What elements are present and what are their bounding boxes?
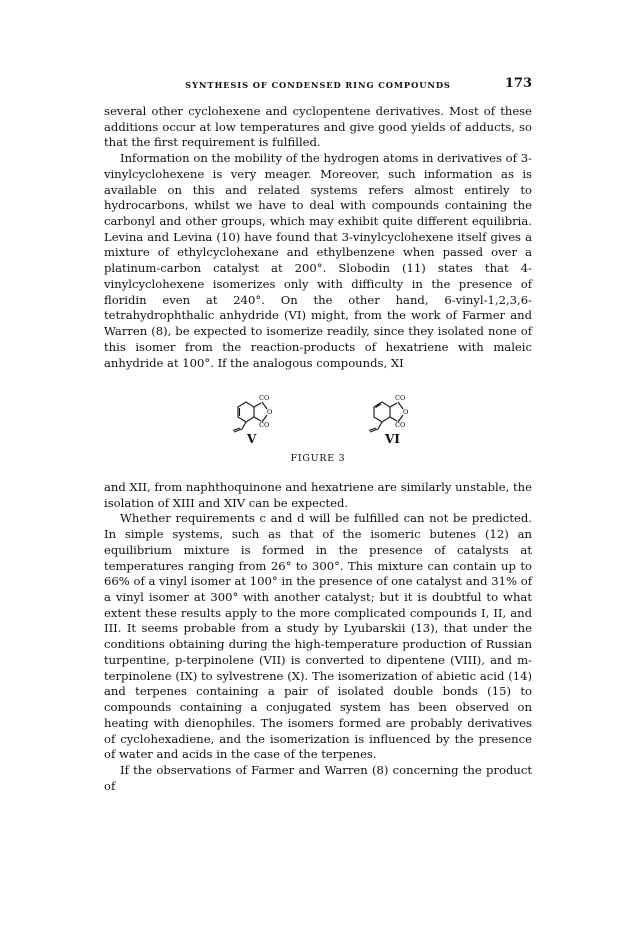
paragraph-requirements: Whether requirements c and d will be fulfilled can not be predicted. In simple systems, such as that of the isomeric butenes (12) an equilibrium mixture is formed in the presence of catalysts at temperatures ranging from 26° to 300°. This mixture can contain up to 66% of a vinyl isomer at 100° in the presence of one catalyst and 31% of a vinyl isomer at 300° with another catalyst; but it is doubtful to what extent these results apply to the more complicated compounds I, II, and III. It seems probable from a study by Lyubarskii (13), that under the conditions obtaining during the high-temperature production of Russian turpentine, p-terpinolene (VII) is converted to dipentene (VIII), and m-terpinolene (IX) to sylvestrene (X). The isomerization of abietic acid (14) and terpenes containing a pair of isolated double bonds (15) to compounds containing a conjugated system has been observed on heating with dienophiles. The isomers formed are probably derivatives of cyclohexadiene, and the isomerization is influenced by the presence of water and acids in the case of the terpenes. — [104, 511, 532, 762]
structure-v-label: V — [247, 432, 257, 446]
structure-vi-diagram — [362, 378, 422, 438]
body-text-top — [104, 104, 532, 371]
figure-caption: FIGURE 3 — [290, 453, 346, 464]
running-title: SYNTHESIS OF CONDENSED RING COMPOUNDS — [185, 80, 451, 90]
carbonyl-label: CO — [259, 421, 270, 429]
structure-v-diagram — [226, 378, 286, 438]
ring-bond — [238, 402, 254, 422]
oxygen-label: O — [267, 408, 273, 416]
paragraph-continuation: and XII, from naphthoquinone and hexatriene are similarly unstable, the isolation of XIII and XIV can be expected. — [104, 480, 532, 510]
vinyl-bond — [378, 422, 382, 429]
page-number: 173 — [504, 76, 532, 91]
structure-vi-label: VI — [385, 432, 400, 446]
oxygen-label: O — [403, 408, 409, 416]
paragraph-hydrogen-mobility: Information on the mobility of the hydrogen atoms in derivatives of 3-vinylcyclohexene is very meager. Moreover, such information as is available on this and related systems refers almost entirely to hydrocarbons, whilst we have to deal with compounds containing the carbonyl and other groups, which may exhibit quite different equilibria. Levina and Levina (10) have found that 3-vinylcyclohexene itself gives a mixture of ethylcyclohexane and ethylbenzene when passed over a platinum-carbon catalyst at 200°. Slobodin (11) states that 4-vinylcyclohexene isomerizes only with difficulty in the presence of floridin even at 240°. On the other hand, 6-vinyl-1,2,3,6-tetrahydrophthalic anhydride (VI) might, from the work of Farmer and Warren (8), be expected to isomerize readily, since they isolated none of this isomer from the reaction-products of hexatriene with maleic anhydride at 100°. If the analogous compounds, XI — [104, 151, 532, 370]
running-head — [104, 78, 532, 94]
carbonyl-label: CO — [395, 421, 406, 429]
paragraph-continuation: several other cyclohexene and cyclopentene derivatives. Most of these additions occur at low temperatures and give good yields of adducts, so that the first requirement is fulfilled. — [104, 104, 532, 150]
body-text-bottom — [104, 480, 532, 794]
paragraph-farmer-warren: If the observations of Farmer and Warren (8) concerning the product of — [104, 762, 532, 793]
anhydride-bond — [254, 403, 261, 407]
figure-3 — [104, 372, 532, 472]
carbonyl-label: CO — [259, 394, 270, 402]
vinyl-bond — [242, 422, 246, 429]
anhydride-bond — [390, 403, 397, 407]
ring-bond — [374, 402, 390, 422]
carbonyl-label: CO — [395, 394, 406, 402]
